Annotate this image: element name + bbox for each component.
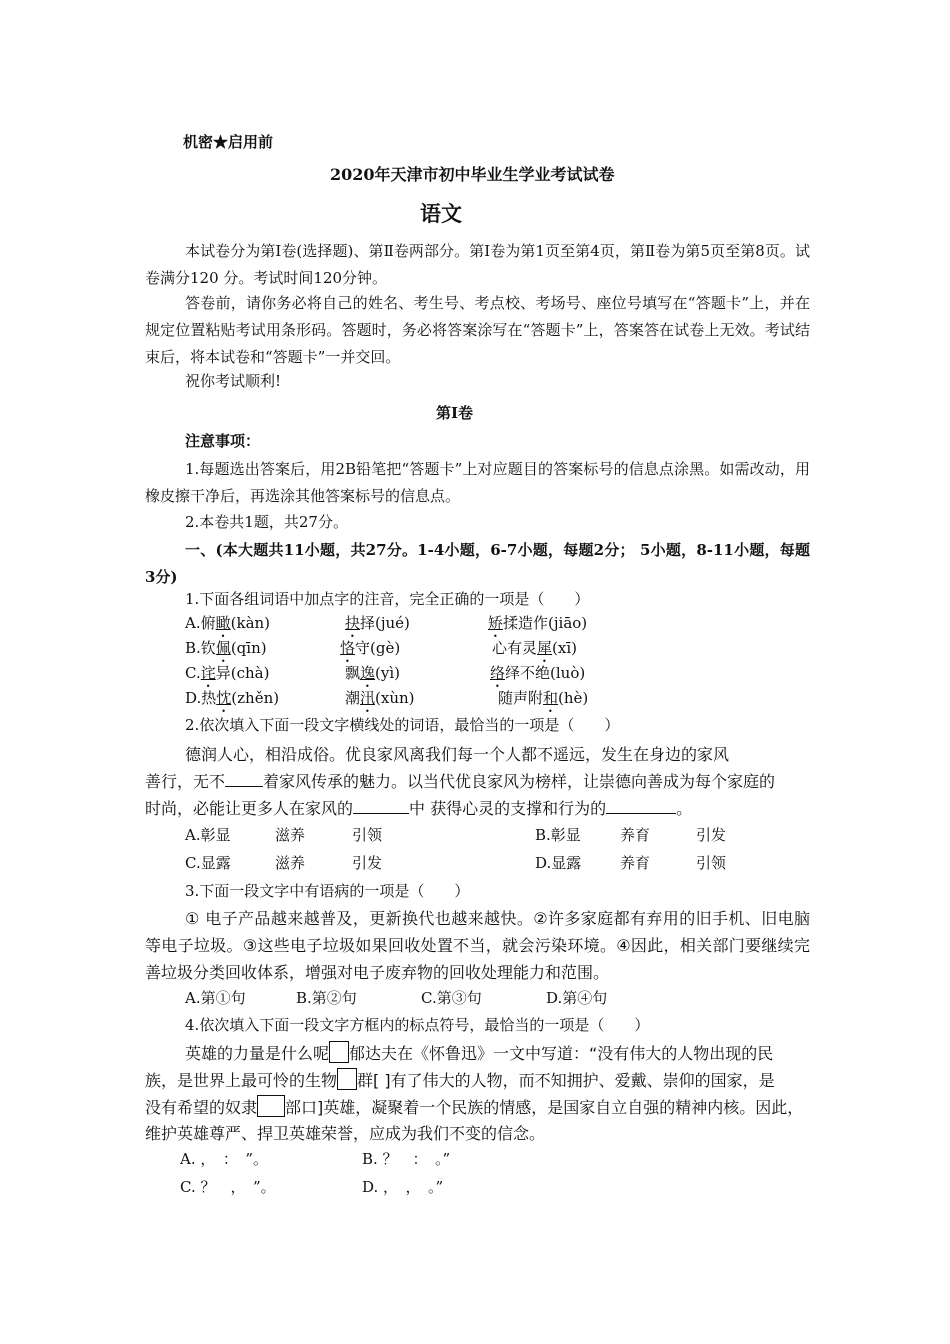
q2-option-c-word2: 滋养 [275,854,306,872]
q3-option-a: A.第①句 [185,989,246,1007]
q2-option-a-word2: 滋养 [275,826,306,844]
q2-passage-line-3: 时尚，必能让更多人在家风的 中 获得心灵的支撑和行为的 。 [145,799,693,818]
q1-option-c-word2: 飘逸(yì) [345,664,401,682]
q3-passage: ① 电子产品越来越普及，更新换代也越来越快。②许多家庭都有弃用的旧手机、旧电脑等电子垃圾。③这些电子垃圾如果回收处置不当，就会污染环境。④因此，相关部门要继续完善垃圾分类回收体系，增强对电子废弃物的回收处理能力和范围。 [145,909,810,982]
q1-stem: 1.下面各组词语中加点字的注音，完全正确的一项是（ ） [185,590,590,608]
good-luck-text: 祝你考试顺利! [185,372,282,390]
q1-option-c: C.诧异(chà) [185,664,270,682]
q2-option-c: C.显露 [185,854,231,872]
q4-option-d: D. ， ， 。” [362,1178,444,1196]
punctuation-box [329,1041,349,1063]
intro-paragraph-2: 答卷前，请你务必将自己的姓名、考生号、考点校、考场号、座位号填写在“答题卡”上，并在规定位置粘贴考试用条形码。答题时，务必将答案涂写在“答题卡”上，答案答在试卷上无效。考试结束后，将本试卷和“答题卡”一并交回。 [145,294,810,366]
q2-option-d-word3: 引领 [696,854,727,872]
q2-option-a: A.彰显 [185,826,231,844]
q1-option-c-word3: 络绎不绝(luò) [490,664,586,682]
subject-title: 语文 [420,201,462,226]
q1-option-a-word3: 矫揉造作(jiāo) [488,614,588,632]
intro-paragraph-1: 本试卷分为第Ⅰ卷(选择题)、第Ⅱ卷两部分。第Ⅰ卷为第1页至第4页，第Ⅱ卷为第5页至第8页。试卷满分120 分。考试时间120分钟。 [145,242,810,287]
q1-option-b-word2: 恪守(gè) [340,639,401,657]
q4-option-c: C. ？ ， ”。 [180,1178,276,1196]
q2-option-c-word3: 引发 [352,854,383,872]
q3-option-b: B.第②句 [296,989,357,1007]
q1-option-b-word3: 心有灵犀(xī) [492,639,577,657]
q4-option-b: B. ？ ： 。” [362,1150,451,1168]
q2-option-b: B.彰显 [535,826,581,844]
notes-title: 注意事项： [185,432,261,450]
q2-option-d: D.显露 [535,854,582,872]
q1-option-a: A.俯瞰(kàn) [185,614,271,632]
q2-option-b-word2: 养育 [620,826,651,844]
q3-option-c: C.第③句 [421,989,482,1007]
q3-stem: 3.下面一段文字中有语病的一项是（ ） [185,882,470,900]
q2-stem: 2.依次填入下面一段文字横线处的词语，最恰当的一项是（ ） [185,716,620,734]
q4-passage-line-1: 英雄的力量是什么呢 郁达夫在《怀鲁迅》一文中写道：“没有伟大的人物出现的民 [185,1041,773,1064]
q2-passage-line-1: 德润人心，相沿成俗。优良家风离我们每一个人都不遥远，发生在身边的家风 [185,745,730,764]
q4-passage-line-3: 没有希望的奴隶 部口]英雄，凝聚着一个民族的情感，是国家自立自强的精神内核。因此， [145,1095,803,1118]
q3-option-d: D.第④句 [546,989,608,1007]
q1-option-d: D.热忱(zhěn) [185,689,280,707]
exam-title: 2020年天津市初中毕业生学业考试试卷 [330,165,615,184]
q1-option-d-word2: 潮汛(xùn) [345,689,415,707]
note-1: 1.每题选出答案后，用2B铅笔把“答题卡”上对应题目的答案标号的信息点涂黑。如需改动，用橡皮擦干净后，再选涂其他答案标号的信息点。 [145,460,810,505]
q2-option-d-word2: 养育 [620,854,651,872]
q2-option-b-word3: 引发 [696,826,727,844]
q4-stem: 4.依次填入下面一段文字方框内的标点符号，最恰当的一项是（ ） [185,1016,650,1034]
punctuation-box [337,1068,357,1090]
note-2: 2.本卷共1题，共27分。 [185,513,348,531]
confidential-mark: 机密★启用前 [183,133,274,151]
q1-option-d-word3: 随声附和(hè) [498,689,589,707]
q1-option-a-word2: 抉择(jué) [345,614,410,632]
q2-passage-line-2: 善行，无不 着家风传承的魅力。以当代优良家风为榜样，让崇德向善成为每个家庭的 [145,772,776,791]
q4-passage-line-4: 维护英雄尊严、捍卫英雄荣誉，应成为我们不变的信念。 [145,1124,546,1143]
section-title: 第Ⅰ卷 [436,404,474,422]
q4-option-a: A. ， ： ”。 [180,1150,269,1168]
q1-option-b: B.钦佩(qīn) [185,639,267,657]
punctuation-box [257,1095,285,1117]
part-heading: 一、(本大题共11小题，共27分。1-4小题，6-7小题，每题2分； 5小题，8-11小题，每题3分) [145,541,810,586]
q4-passage-line-2: 族，是世界上最可怜的生物 群[ ]有了伟大的人物，而不知拥护、爱戴、崇仰的国家，是 [145,1068,775,1091]
q2-option-a-word3: 引领 [352,826,383,844]
